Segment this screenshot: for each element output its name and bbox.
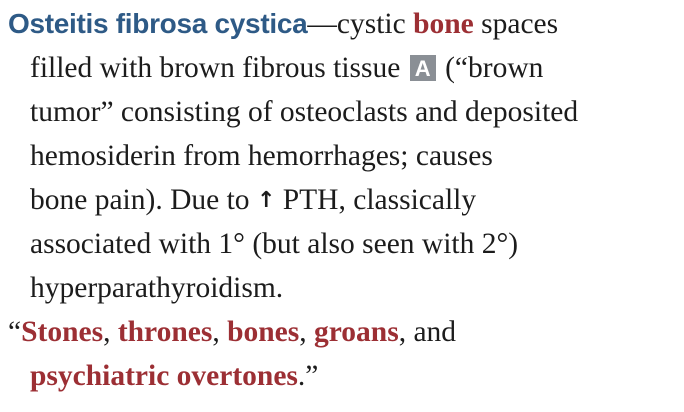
- line-5: [8, 178, 678, 222]
- text-segment: —cystic: [307, 8, 414, 40]
- line-7: [8, 266, 678, 310]
- mnemonic-line-1: [8, 310, 678, 354]
- mnemonic-groans: groans: [313, 316, 399, 348]
- text-segment: (“brown: [445, 52, 544, 84]
- figure-a-badge-icon[interactable]: A: [410, 55, 436, 81]
- text-segment: associated with 1° (but also seen with 2°): [30, 228, 519, 260]
- text-segment: hemosiderin from hemorrhages; causes: [30, 140, 493, 172]
- text-segment: ,: [103, 316, 118, 348]
- highlight-bone: bone: [413, 8, 474, 40]
- line-1: [8, 2, 678, 46]
- mnemonic-stones: Stones: [21, 316, 104, 348]
- close-quote: .”: [297, 360, 319, 392]
- mnemonic-psychiatric-overtones: psychiatric overtones: [30, 360, 298, 392]
- mnemonic-thrones: thrones: [117, 316, 213, 348]
- text-segment: ,: [299, 316, 314, 348]
- open-quote: “: [8, 316, 22, 348]
- text-segment: tumor” consisting of osteoclasts and deposited: [30, 96, 579, 128]
- text-segment: ,: [212, 316, 228, 348]
- osteitis-paragraph: [8, 2, 678, 398]
- text-segment: filled with brown fibrous tissue: [30, 52, 401, 84]
- line-4: [8, 134, 678, 178]
- text-segment: , and: [398, 316, 457, 348]
- mnemonic-bones: bones: [227, 316, 300, 348]
- term-heading: Osteitis fibrosa cystica: [8, 8, 308, 39]
- text-segment: hyperparathyroidism.: [30, 272, 284, 304]
- up-arrow-icon: ↑: [256, 188, 276, 213]
- text-segment: PTH, classically: [275, 184, 477, 216]
- line-3: [8, 90, 678, 134]
- text-segment: bone pain). Due to: [30, 184, 257, 216]
- line-2: [8, 46, 678, 90]
- line-6: [8, 222, 678, 266]
- text-segment: spaces: [473, 8, 559, 40]
- mnemonic-line-2: [8, 354, 678, 398]
